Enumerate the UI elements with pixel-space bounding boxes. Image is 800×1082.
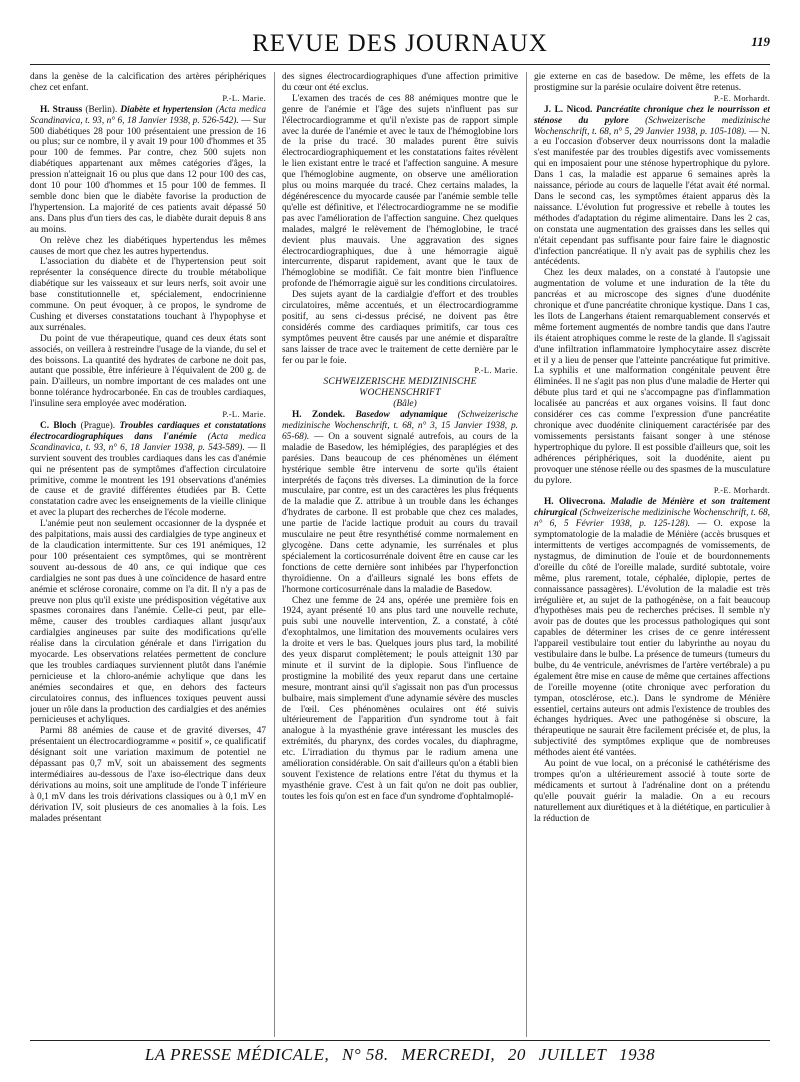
column-3 bbox=[534, 72, 770, 1037]
page-number: 119 bbox=[751, 34, 770, 49]
article-columns bbox=[30, 72, 770, 1037]
journal-title: REVUE DES JOURNAUX bbox=[252, 30, 548, 57]
signature: P.-E. Morhardt. bbox=[713, 486, 770, 496]
article-paragraph: Chez les deux malades, on a constaté à l'autopsie une augmentation de volume et une induration de la tête du pancréas et au microscope des signes d'une duodénite chronique et d'une pancréatite chronique kystique. Dans 1 cas, les îlots de Langerhans étaient remarquablement conservés et même fortement augmentés de nombre tandis que dans l'autre ils étaient atrophiques comme le reste de la glande. Il s'agissait d'une infiltration inflammatoire lymphocytaire assez discrète et il y a lieu de penser que l'atteinte pancréatique fut primitive. La syphilis et une malformation congénitale peuvent être éliminées. Il ne s'agit pas non plus d'une maladie de Herter qui débute plus tard et qui ne s'accompagne pas d'inflammation localisée au pancréas et aux organes voisins. Il faut donc considérer ces cas comme l'expression d'une pancréatite chronique avec duodénite cliniquement caractérisée par des vomissements persistants faisant songer à une sténose hypertrophique du pylore. Il est possible d'ailleurs que, soit les adhérences périphériques, soit la duodénite, aient pu provoquer une sténose réelle ou des spasmes de la musculature du pylore. bbox=[534, 268, 770, 486]
signature: P.-L. Marie. bbox=[222, 93, 266, 103]
article-citation: (Acta medica Scandinavica, t. 93, n° 6, 18 Janvier 1938, p. 526-542). bbox=[30, 104, 266, 126]
article-paragraph: L'examen des tracés de ces 88 anémiques montre que le genre de l'anémie et l'âge des sujets n'influent pas sur l'électrocardiogramme et qu'il n'existe pas de rapport simple avec la durée de l'anémie et avec le taux de l'hémoglobine lors de la prise du tracé. 30 malades purent être suivis électrocardiographiquement et les constatations faites révèlent le lien existant entre le tracé et l'affection sanguine. A mesure que l'hémoglobine augmente, on observe une amélioration plus ou moins marquée du tracé. Chez certains malades, la dégénérescence du myocarde causée par l'anémie semble telle qu'elle est définitive, et l'électrocardiogramme ne se modifie pas avec l'amélioration de l'affection sanguine. Chez quelques malades, malgré le relèvement de l'hémoglobine, le tracé devient plus mauvais. Une aggravation des signes électrocardiographiques, due à une hémorragie aiguë intercurrente, disparut rapidement, avant que le taux de l'hémoglobine se modifiât. Ce fait montre bien l'influence profonde de l'hémorragie aiguë sur les conditions circulatoires. bbox=[282, 93, 518, 290]
continued-paragraph: des signes électrocardiographiques d'une affection primitive du cœur ont été exclus. bbox=[282, 72, 518, 93]
article-paragraph bbox=[534, 105, 770, 269]
article-text: — Il survient souvent des troubles cardiaques dans les cas d'anémie qui ne présentent pas de symptômes d'affection circulatoire primitive, comme le montrent les 191 observations d'anémies de cause et de gravité différentes étudiées par B. Cette constatation cadre avec les enseignements de la vieille clinique et avec la plupart des recherches de l'école moderne. bbox=[30, 442, 266, 519]
article-text: — Sur 500 diabétiques 28 pour 100 présentaient une pression de 16 ou plus; sur ce nombre, il y avait 19 pour 100 d'hommes et 35 pour 100 de femmes. Par contre, chez 500 sujets non diabétiques appartenant aux mêmes catégories d'âges, la pression n'atteignait 16 ou plus que dans 12 pour 100 des cas, dont 10 pour 100 d'hommes et 15 pour 100 de femmes. Il semble donc bien que le diabète favorise la production de l'hypertension. La majorité de ces patients avait dépassé 50 ans. Dans plus d'un tiers des cas, le diabète durait depuis 8 ans au moins. bbox=[30, 115, 266, 235]
signature: P.-E. Morhardt. bbox=[713, 93, 770, 103]
article-paragraph: On relève chez les diabétiques hypertendus les mêmes causes de mort que chez les autres hypertendus. bbox=[30, 235, 266, 257]
article-citation: (Acta medica Scandinavica, t. 93, n° 6, 18 Janvier 1938, p. 543-589). bbox=[30, 431, 266, 453]
article-author: H. Zondek. bbox=[292, 410, 346, 421]
article-title: Troubles cardiaques et constatations électrocardiographiques dans l'anémie bbox=[30, 421, 266, 442]
article-title: Diabète et hypertension bbox=[120, 104, 213, 115]
section-subheading: (Bâle) bbox=[393, 399, 417, 410]
article-citation: (Schweizerische medizinische Wochenschrift, t. 68, n° 5, 29 Janvier 1938, p. 105-108). bbox=[534, 115, 770, 137]
article-bloch bbox=[30, 421, 266, 825]
article-olivecrona bbox=[534, 497, 770, 824]
article-text: — N. a eu l'occasion d'observer deux nourrissons dont la maladie s'est manifestée par des troubles digestifs avec vomissements qui en imposaient pour une sténose hypertrophique du pylore. Dans 1 cas, la maladie est apparue 6 semaines après la naissance, période au cours de laquelle l'état avait été normal. Dans le second cas, les symptômes étaient apparus dès la naissance. L'évolution fut progressive et rebelle à toutes les méthodes d'adaptation du régime alimentaire. Dans les 2 cas, on constata une augmentation des graisses dans les selles qui n'était cependant pas suffisante pour faire faire le diagnostic d'infection pancréatique. Il n'y avait pas de syphilis chez les antécédents. bbox=[534, 126, 770, 268]
page-footer bbox=[30, 1045, 770, 1065]
article-place: (Berlin). bbox=[85, 104, 118, 115]
article-text: — On a souvent signalé autrefois, au cours de la maladie de Basedow, les hémiplégies, des paraplégies et des parésies. Dans beaucoup de ces phénomènes un élément hystérique semble être intervenu de sorte qu'ils étaient interprétés de façons très diverses. La diminution de la force musculaire, par contre, est un des caractères les plus fréquents de la maladie que Z. attribue à un trouble dans les échanges d'hydrates de carbone. Il est probable que chez ces malades, une partie de l'acide lactique produit au cours du travail musculaire ne peut être resynthétisé comme normalement en glycogène. Dans cette adynamie, les surrénales et plus spécialement la corticosurrénale doivent être en cause car les fonctions de cette dernière sont inhibées par l'hyperfonction thyroïdienne. On a d'ailleurs signalé les bons effets de l'hormone corticosurrénale dans la maladie de Basedow. bbox=[282, 431, 518, 595]
article-author: H. Olivecrona. bbox=[544, 497, 606, 508]
article-title: Maladie de Ménière et son traitement chirurgical bbox=[534, 497, 770, 519]
article-author: H. Strauss bbox=[40, 104, 83, 115]
column-2 bbox=[282, 72, 518, 1037]
signature: P.-L. Marie. bbox=[474, 366, 518, 376]
footer-issue-number: N° 58. bbox=[342, 1045, 389, 1064]
header-rule bbox=[30, 64, 770, 65]
article-author: C. Bloch bbox=[40, 421, 77, 431]
article-nicod bbox=[534, 105, 770, 498]
section-heading: SCHWEIZERISCHE MEDIZINISCHE WOCHENSCHRIFT bbox=[323, 376, 477, 399]
article-title: Pancréatite chronique chez le nourrisson et sténose du pylore bbox=[534, 104, 770, 126]
article-paragraph: Chez une femme de 24 ans, opérée une première fois en 1924, ayant présenté 10 ans plus tard une nouvelle rechute, puis subi une nouvelle intervention, Z. a constaté, à côté d'exophtalmos, une limitation des mouvements oculaires vers la droite et vers le bas. Quelques jours plus tard, la mobilité des yeux disparut complètement; le pouls atteignit 130 par minute et il survint de la diplopie. Sous l'influence de prostigmine la mobilité des yeux reparut dans une certaine mesure, montrant ainsi qu'il s'agissait non pas d'un processus bulbaire, mais simplement d'une adynamie sévère des muscles de l'œil. Ces phénomènes oculaires ont été suivis ultérieurement de l'apparition d'un syndrome tout à fait analogue à la myasthénie grave intéressant les muscles des extrémités, du pharynx, des cordes vocales, du diaphragme, etc. L'irradiation du thymus par le radium amena une amélioration considérable. On sait d'ailleurs qu'on a établi bien souvent l'existence de relations entre l'état du thymus et la myasthénie grave. C'est à un fait qu'on ne doit pas oublier, toutes les fois qu'on est en face d'un syndrome d'ophtalmoplé- bbox=[282, 595, 518, 802]
article-paragraph bbox=[534, 497, 770, 759]
article-paragraph bbox=[30, 421, 266, 519]
article-paragraph bbox=[282, 410, 518, 595]
article-paragraph: Au point de vue local, on a préconisé le cathétérisme des trompes qu'on a ultérieurement associé à toute sorte de médicaments et surtout à l'adrénaline dont on a prétendu qu'elle pouvait guérir la maladie. On a eu recours naturellement aux diurétiques et à la diététique, en particulier à la réduction de bbox=[534, 759, 770, 824]
continued-paragraph: gie externe en cas de basedow. De même, les effets de la prostigmine sur la parésie oculaire doivent être retenus. bbox=[534, 72, 770, 93]
footer-day: 20 bbox=[507, 1045, 526, 1064]
column-1 bbox=[30, 72, 266, 1037]
article-paragraph: L'anémie peut non seulement occasionner de la dyspnée et des palpitations, mais aussi des cardialgies de type angineux et de la claudication intermittente. Sur ces 191 anémiques, 12 pour 100 présentaient ces symptômes, qui se montrèrent souvent au-dessous de 40 ans, ce qui indique que ces cardialgies ne sont pas dues à une coïncidence de hasard entre anémie et sclérose coronaire, comme on l'a dit. Il n'y a pas de preuve non plus qu'il existe une prédisposition végétative aux spasmes coronaires dans l'anémie. Celle-ci peut, par elle-même, causer des troubles cardiaques allant jusqu'aux cardialgies angineuses par suite des modifications qu'elle réalise dans la circulation générale et dans l'irrigation du myocarde. Les observations relatées permettent de conclure que les troubles cardiaques surviennent plutôt dans l'anémie pernicieuse et la chloro-anémie achylique que dans les anémies secondaires et que, en dehors des facteurs circulatoires connus, des influences toxiques peuvent aussi jouer un rôle dans la production des cardialgies et des anémies pernicieuses et achyliques. bbox=[30, 519, 266, 726]
article-author: J. L. Nicod. bbox=[544, 104, 593, 115]
article-paragraph: Parmi 88 anémies de cause et de gravité diverses, 47 présentaient un électrocardiogramme « positif », ce qualificatif désignant soit une variation maximum de potentiel ne dépassant pas 0,7 mV, soit un abaissement des segments intermédiaires au-dessous de l'axe iso-électrique dans deux dérivations au moins, soit une amplitude de l'onde T inférieure à 0,1 mV dans les trois dérivations classiques ou à 0,1 mV en dérivation IV, soit plusieurs de ces anomalies à la fois. Les malades présentant bbox=[30, 726, 266, 824]
article-text: — O. expose la symptomatologie de la maladie de Ménière (accès brusques et intermittents de vertiges accompagnés de vomissements, de nystagmus, de diminution de l'ouïe et de bourdonnements d'oreille du côté de l'oreille malade, surdité subtotale, voire même, plus rarement, totale, céphalée, diplopie, pertes de connaissance passagères). L'évolution de la maladie est très irrégulière et, au sujet de la pathogénèse, on a fait beaucoup d'hypothèses mais peu de recherches précises. Il semble n'y avoir pas de doutes que les processus pathologiques qui sont capables de déterminer les crises de ce genre intéressent l'appareil vestibulaire tout entier du labyrinthe au noyau du vestibulaire dans le bulbe. La présence de tumeurs (tumeurs du bulbe, du 4e ventricule, anévrismes de l'artère vertébrale) a pu également être mise en cause de même que certaines affections de l'oreille moyenne (otite chronique avec perforation du tympan, otosclérose, etc.). Dans le syndrome de Ménière essentiel, certains auteurs ont admis l'existence de troubles des échanges hydriques. Avec une pathogénèse si obscure, la thérapeutique ne saurait être facilement précisée et, de plus, la subjectivité des symptômes explique que de nombreuses méthodes aient été vantées. bbox=[534, 519, 770, 759]
footer-weekday: MERCREDI, bbox=[401, 1045, 496, 1064]
page-header bbox=[30, 30, 770, 66]
signature: P.-L. Marie. bbox=[222, 410, 266, 420]
article-place: (Prague). bbox=[80, 421, 116, 431]
continued-paragraph: dans la genèse de la calcification des artères périphériques chez cet enfant. bbox=[30, 72, 266, 93]
article-citation: (Schweizerische medizinische Wochenschrift, t. 68, n° 6, 5 Février 1938, p. 125-128). bbox=[534, 508, 770, 530]
article-zondek bbox=[282, 410, 518, 803]
article-paragraph bbox=[30, 105, 266, 236]
footer-month: JUILLET bbox=[538, 1045, 607, 1064]
article-citation: (Schweizerische medizinische Wochenschrift, t. 68, n° 3, 15 Janvier 1938, p. 65-68). bbox=[282, 410, 518, 442]
article-paragraph: Des sujets ayant de la cardialgie d'effort et des troubles circulatoires, même accentués, et un électrocardiogramme positif, au sens ci-dessus précisé, ne doivent pas être considérés comme des cardiaques primitifs, car tous ces symptômes peuvent être causés par une anémie et disparaître sans laisser de trace avec le traitement de cette dernière par le fer ou par le foie. bbox=[282, 290, 518, 366]
article-paragraph: L'association du diabète et de l'hypertension peut soit représenter la conséquence directe du trouble métabolique diabétique sur les vaisseaux et sur leurs nerfs, soit avoir une base constitutionnelle et, spécialement, endocrinienne commune. On peut évoquer, à ce propos, le syndrome de Cushing et diverses constatations touchant à l'hypophyse et aux surrénales. bbox=[30, 257, 266, 333]
article-title: Basedow adynamique bbox=[355, 410, 448, 421]
footer-year: 1938 bbox=[619, 1045, 656, 1064]
article-paragraph: Du point de vue thérapeutique, quand ces deux états sont associés, on veillera à restreindre l'usage de la viande, du sel et des boissons. La quantité des hydrates de carbone ne doit pas, autant que possible, être inférieure à l'équivalent de 200 g. de pain. D'ailleurs, un nombre important de ces malades ont une bonne tolérance hydrocarbonée. En cas de troubles cardiaques, l'insuline sera employée avec modération. bbox=[30, 333, 266, 410]
footer-journal: LA PRESSE MÉDICALE, bbox=[144, 1045, 330, 1064]
article-strauss bbox=[30, 105, 266, 421]
footer-rule bbox=[30, 1040, 770, 1041]
